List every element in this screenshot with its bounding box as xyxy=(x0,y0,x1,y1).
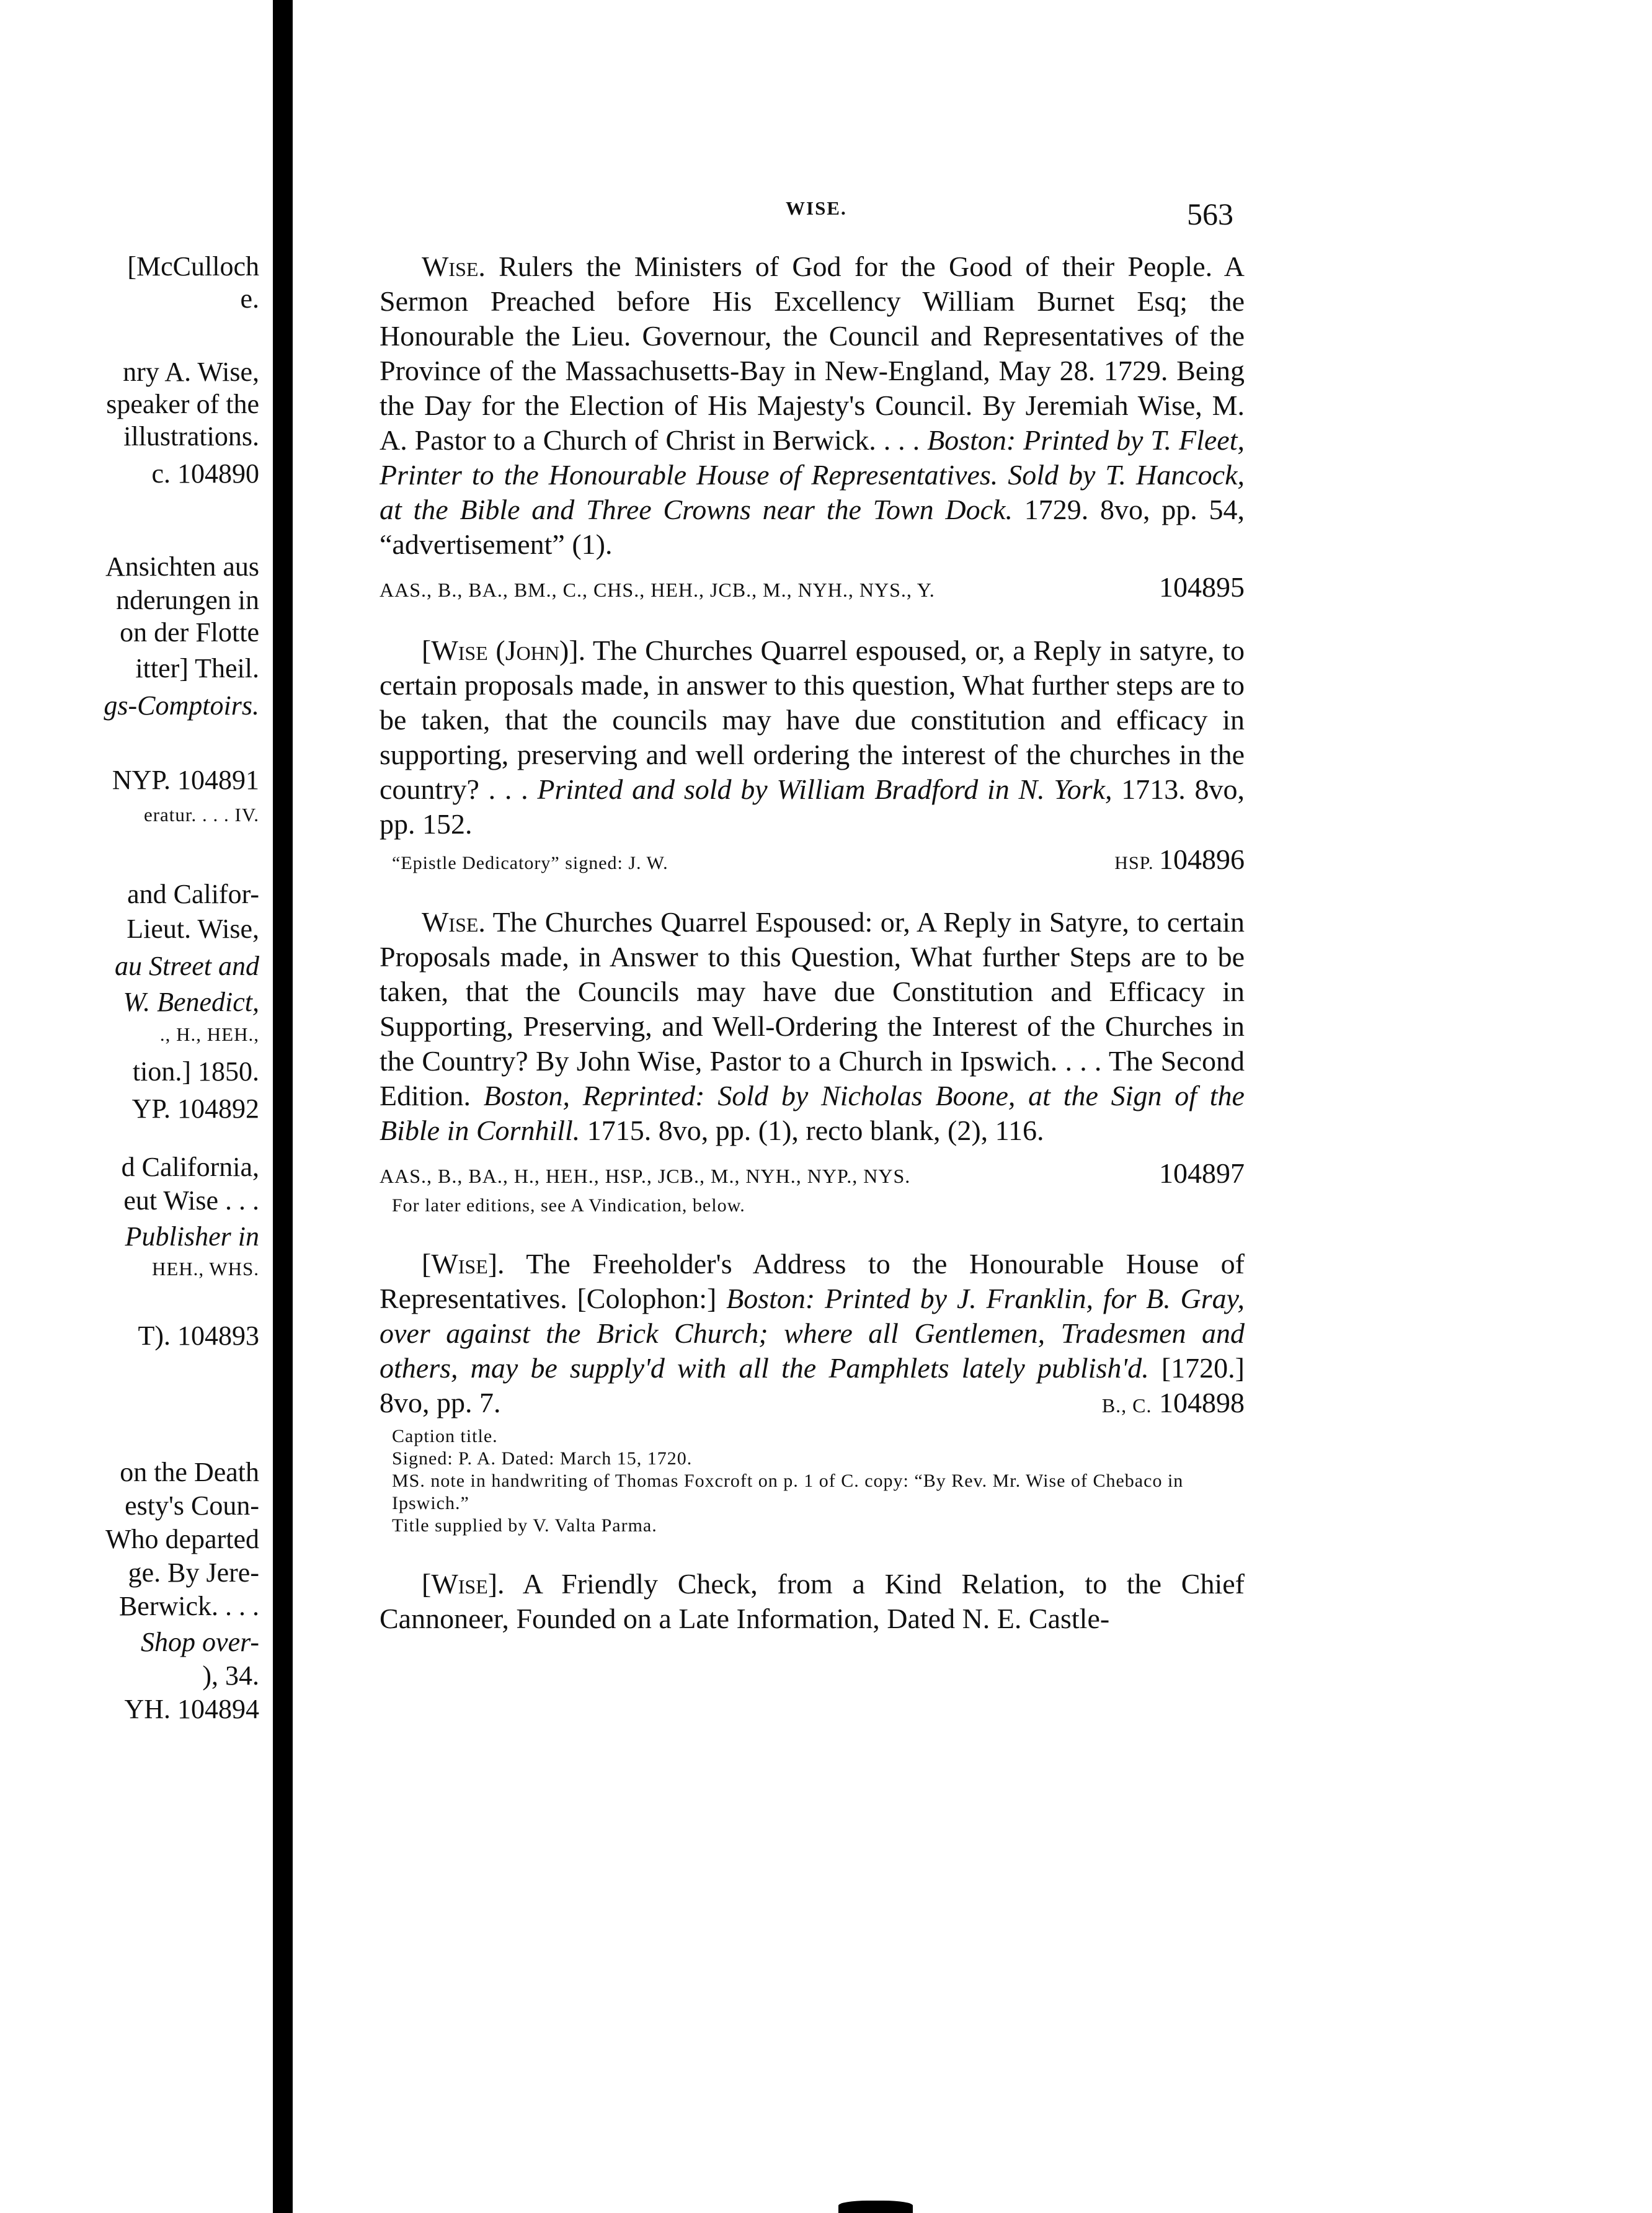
left-page-fragment: esty's Coun- xyxy=(125,1490,259,1521)
left-page-fragment: and Califor- xyxy=(127,879,259,909)
left-page-fragment: d California, xyxy=(121,1152,259,1182)
entry-body: Rulers the Ministers of God for the Good of their People. A Sermon Preached before His Excellency William Burnet Esq; the Honourable the Lieu. Governour, the Council and Representatives of the Province of the Massachusetts-Bay in New-England, May 28. 1729. Being the Day for the Election of His Majesty's Council. By Jeremiah Wise, M. A. Pastor to a Church of Christ in Berwick. . . . xyxy=(380,251,1245,456)
entry-imprint: Boston: Printed by T. Fleet, Printer to the Honourable House of Representatives. Sold by T. Hancock, at the Bible and Three Crowns near the Town Dock. xyxy=(380,424,1245,525)
page-number: 563 xyxy=(1187,197,1233,231)
holdings-line xyxy=(380,571,1245,603)
left-page-fragment: on the Death xyxy=(120,1457,259,1487)
left-page-fragment: ge. By Jere- xyxy=(128,1557,259,1588)
entry-text xyxy=(380,1567,1245,1636)
left-page-fragment: Who departed xyxy=(105,1524,259,1554)
entry-104897 xyxy=(380,905,1245,1217)
entry-text xyxy=(380,905,1245,1148)
left-page-fragment: itter] Theil. xyxy=(135,653,259,683)
entry-number: 104897 xyxy=(1159,1157,1245,1189)
entry-number: 104895 xyxy=(1159,571,1245,603)
left-page-fragment: YH. 104894 xyxy=(124,1694,259,1724)
left-page-fragment: NYP. 104891 xyxy=(112,765,259,795)
left-page-fragment: YP. 104892 xyxy=(131,1093,259,1124)
entry-notes xyxy=(392,1195,1245,1217)
entry-104895 xyxy=(380,249,1245,603)
left-page-fragment: tion.] 1850. xyxy=(132,1056,259,1087)
left-page-fragment: au Street and xyxy=(115,951,259,981)
entry-text xyxy=(380,249,1245,562)
entry-tail: 1713. 8vo, pp. 152. xyxy=(380,773,1245,840)
holdings-line xyxy=(380,1157,1245,1190)
holdings: B., C. xyxy=(1101,1394,1152,1417)
entry-continued xyxy=(380,1567,1245,1636)
running-head: WISE. xyxy=(786,197,847,219)
left-page-fragment: HEH., WHS. xyxy=(151,1258,259,1280)
holdings: AAS., B., BA., H., HEH., HSP., JCB., M., NYH., NYP., NYS. xyxy=(380,1165,911,1187)
entry-lead: [Wise]. xyxy=(422,1248,505,1280)
entry-notes xyxy=(392,1425,1245,1537)
page-563 xyxy=(293,0,1652,2213)
left-page-fragment: [McCulloch xyxy=(127,251,259,282)
left-page-fragment: e. xyxy=(240,283,259,314)
entry-note: Title supplied by V. Valta Parma. xyxy=(392,1515,657,1536)
left-page-fragment: Lieut. Wise, xyxy=(127,914,259,944)
left-page-fragment: W. Benedict, xyxy=(123,987,259,1017)
left-page-fragment: Publisher in xyxy=(125,1221,259,1252)
left-page-fragment: nry A. Wise, xyxy=(123,357,259,387)
entry-lead: Wise. xyxy=(422,906,486,938)
entry-104896 xyxy=(380,633,1245,875)
left-page-fragment: gs-Comptoirs. xyxy=(104,690,259,721)
entry-number: 104898 xyxy=(1159,1387,1245,1418)
entry-note: Signed: P. A. Dated: March 15, 1720. xyxy=(392,1448,693,1469)
left-page-fragment: nderungen in xyxy=(116,585,259,615)
scan-smudge xyxy=(838,2201,913,2213)
entry-body: The Churches Quarrel Espoused: or, A Reply in Satyre, to certain Proposals made, in Answer to this Question, What further Steps are to be taken, that the Councils may have due Constitution and Efficacy in Supporting, Preserving, and Well-Ordering the Interest of the Churches in the Country? By John Wise, Pastor to a Church in Ipswich. . . . The Second Edition. xyxy=(380,906,1245,1111)
entry-lead: Wise. xyxy=(422,251,486,282)
left-page-fragment: on der Flotte xyxy=(120,617,259,648)
entry-104898 xyxy=(380,1247,1245,1537)
left-page-fragment: Berwick. . . . xyxy=(118,1591,259,1621)
holdings: HSP. xyxy=(1114,853,1154,873)
entry-tail: 1729. 8vo, pp. 54, “advertisement” (1). xyxy=(380,494,1245,560)
entry-body: A Friendly Check, from a Kind Relation, to the Chief Cannoneer, Founded on a Late Information, Dated N. E. Castle- xyxy=(380,1568,1245,1634)
note-line xyxy=(392,844,1245,875)
entry-lead: [Wise]. xyxy=(422,1568,505,1600)
entry-note: For later editions, see A Vindication, below. xyxy=(392,1195,745,1216)
entry-text xyxy=(380,1247,1245,1420)
entries-column xyxy=(380,249,1245,1666)
entry-note: Caption title. xyxy=(392,1426,498,1446)
facing-page-left xyxy=(0,0,273,2213)
entry-lead: [Wise (John)]. xyxy=(422,635,586,666)
entry-imprint: Boston, Reprinted: Sold by Nicholas Boone, at the Sign of the Bible in Cornhill. xyxy=(380,1080,1245,1146)
entry-imprint: Printed and sold by William Bradford in N. York, xyxy=(537,773,1112,805)
holdings: AAS., B., BA., BM., C., CHS., HEH., JCB., M., NYH., NYS., Y. xyxy=(380,579,935,601)
left-page-fragment: Shop over- xyxy=(141,1627,259,1657)
left-page-fragment: eut Wise . . . xyxy=(123,1185,259,1216)
entry-tail: [1720.] 8vo, pp. 7. xyxy=(380,1352,1245,1418)
entry-body: The Freeholder's Address to the Honourable House of Representatives. [Colophon:] xyxy=(380,1248,1245,1314)
entry-note: “Epistle Dedicatory” signed: J. W. xyxy=(392,853,668,873)
left-page-fragment: T). 104893 xyxy=(138,1320,259,1351)
entry-imprint: Boston: Printed by J. Franklin, for B. Gray, over against the Brick Church; where all Gentlemen, Tradesmen and others, may be supply'd with all the Pamphlets lately publish'd. xyxy=(380,1283,1245,1384)
left-page-fragment: illustrations. xyxy=(123,421,259,452)
left-page-fragment: ), 34. xyxy=(202,1660,259,1691)
left-page-fragment: c. 104890 xyxy=(151,458,259,489)
left-page-fragment: speaker of the xyxy=(106,389,259,419)
entry-body: The Churches Quarrel espoused, or, a Reply in satyre, to certain proposals made, in answer to this question, What further steps are to be taken, that the councils may have due constitution and efficacy in supporting, preserving and well ordering the interest of the churches in the country? . . . xyxy=(380,635,1245,805)
left-page-fragment: eratur. . . . IV. xyxy=(143,804,259,826)
entry-number: 104896 xyxy=(1159,844,1245,875)
entry-tail: 1715. 8vo, pp. (1), recto blank, (2), 116. xyxy=(580,1115,1044,1146)
entry-note: MS. note in handwriting of Thomas Foxcroft on p. 1 of C. copy: “By Rev. Mr. Wise of Chebaco in Ipswich.” xyxy=(392,1471,1184,1513)
left-page-fragment: Ansichten aus xyxy=(105,551,259,582)
entry-text xyxy=(380,633,1245,842)
left-page-fragment: ., H., HEH., xyxy=(159,1023,259,1045)
